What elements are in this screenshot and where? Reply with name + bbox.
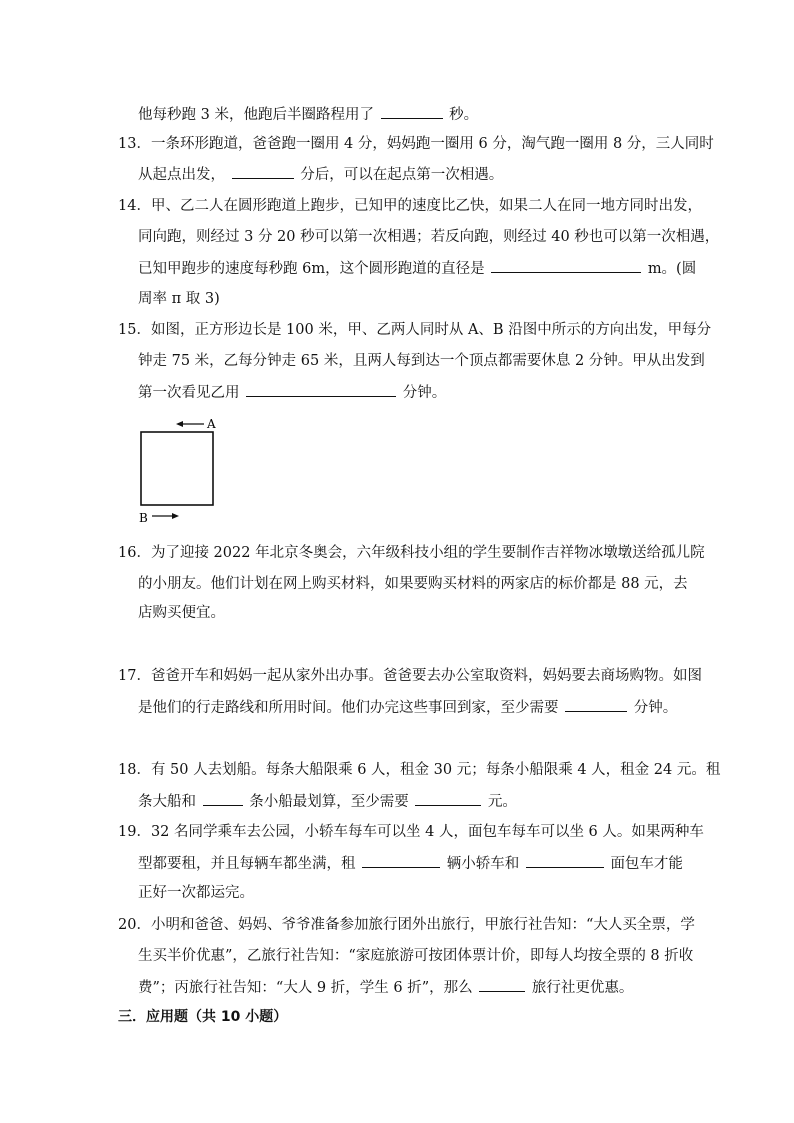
section-heading: 三．应用题（共 10 小题） xyxy=(118,1009,288,1025)
answer-blank[interactable] xyxy=(565,697,627,712)
point-a-label: A xyxy=(207,417,216,431)
q20-line-1: 20．小明和爸爸、妈妈、爷爷准备参加旅行团外出旅行，甲旅行社告知：“大人买全票，学 xyxy=(118,917,695,933)
q19-line-2: 型都要租，并且每辆车都坐满，租 辆小轿车和 面包车才能 xyxy=(138,853,683,874)
q15-line-1: 15．如图，正方形边长是 100 米，甲、乙两人同时从 A、B 沿图中所示的方向出发，甲每分 xyxy=(118,322,712,338)
arrow-left-head-icon xyxy=(176,421,183,427)
q20-line-3: 费”；丙旅行社告知：“大人 9 折，学生 6 折”，那么 旅行社更优惠。 xyxy=(138,977,633,998)
square-track xyxy=(141,432,213,505)
square-track-figure xyxy=(130,412,230,527)
q14-line-4: 周率 π 取 3) xyxy=(138,291,220,307)
q19-line-3: 正好一次都运完。 xyxy=(138,885,254,901)
q17-line-2: 是他们的行走路线和所用时间。他们办完这些事回到家，至少需要 分钟。 xyxy=(138,697,677,718)
q14-line-1: 14．甲、乙二人在圆形跑道上跑步，已知甲的速度比乙快，如果二人在同一地方同时出发， xyxy=(118,198,702,214)
answer-blank[interactable] xyxy=(491,258,641,273)
answer-blank[interactable] xyxy=(479,977,525,992)
answer-blank[interactable] xyxy=(203,791,243,806)
q16-line-3: 店购买便宜。 xyxy=(138,605,225,621)
q20-line-2: 生买半价优惠”，乙旅行社告知：“家庭旅游可按团体票计价，即每人均按全票的 8 折收 xyxy=(138,948,694,964)
answer-blank[interactable] xyxy=(246,382,396,397)
q15-line-3: 第一次看见乙用 分钟。 xyxy=(138,382,446,403)
point-b-label: B xyxy=(139,511,148,525)
q13-line-1: 13．一条环形跑道，爸爸跑一圈用 4 分，妈妈跑一圈用 6 分，淘气跑一圈用 8 分，三人同时 xyxy=(118,136,714,152)
q18-line-1: 18．有 50 人去划船。每条大船限乘 6 人，租金 30 元；每条小船限乘 4 人，租金 24 元。租 xyxy=(118,762,721,778)
q14-line-3: 已知甲跑步的速度每秒跑 6m，这个圆形跑道的直径是 m。(圆 xyxy=(138,258,696,279)
q13-line-2: 从起点出发， 分后，可以在起点第一次相遇。 xyxy=(138,164,503,185)
answer-blank[interactable] xyxy=(526,853,604,868)
q14-line-2: 同向跑，则经过 3 分 20 秒可以第一次相遇；若反向跑，则经过 40 秒也可以第一次相遇， xyxy=(138,229,720,245)
answer-blank[interactable] xyxy=(362,853,440,868)
arrow-right-head-icon xyxy=(172,513,179,519)
answer-blank[interactable] xyxy=(381,104,443,119)
q16-line-2: 的小朋友。他们计划在网上购买材料，如果要购买材料的两家店的标价都是 88 元，去 xyxy=(138,576,688,592)
q15-line-2: 钟走 75 米，乙每分钟走 65 米，且两人每到达一个顶点都需要休息 2 分钟。甲从出发到 xyxy=(138,353,705,369)
q16-line-1: 16．为了迎接 2022 年北京冬奥会，六年级科技小组的学生要制作吉祥物冰墩墩送给孤儿院 xyxy=(118,545,705,561)
q17-line-1: 17．爸爸开车和妈妈一起从家外出办事。爸爸要去办公室取资料，妈妈要去商场购物。如图 xyxy=(118,668,702,684)
q18-line-2: 条大船和 条小船最划算，至少需要 元。 xyxy=(138,791,517,812)
answer-blank[interactable] xyxy=(415,791,481,806)
answer-blank[interactable] xyxy=(232,164,294,179)
q19-line-1: 19．32 名同学乘车去公园，小轿车每车可以坐 4 人，面包车每车可以坐 6 人。如果两种车 xyxy=(118,824,704,840)
q12-line-1: 他每秒跑 3 米，他跑后半圈路程用了 秒。 xyxy=(138,104,478,125)
